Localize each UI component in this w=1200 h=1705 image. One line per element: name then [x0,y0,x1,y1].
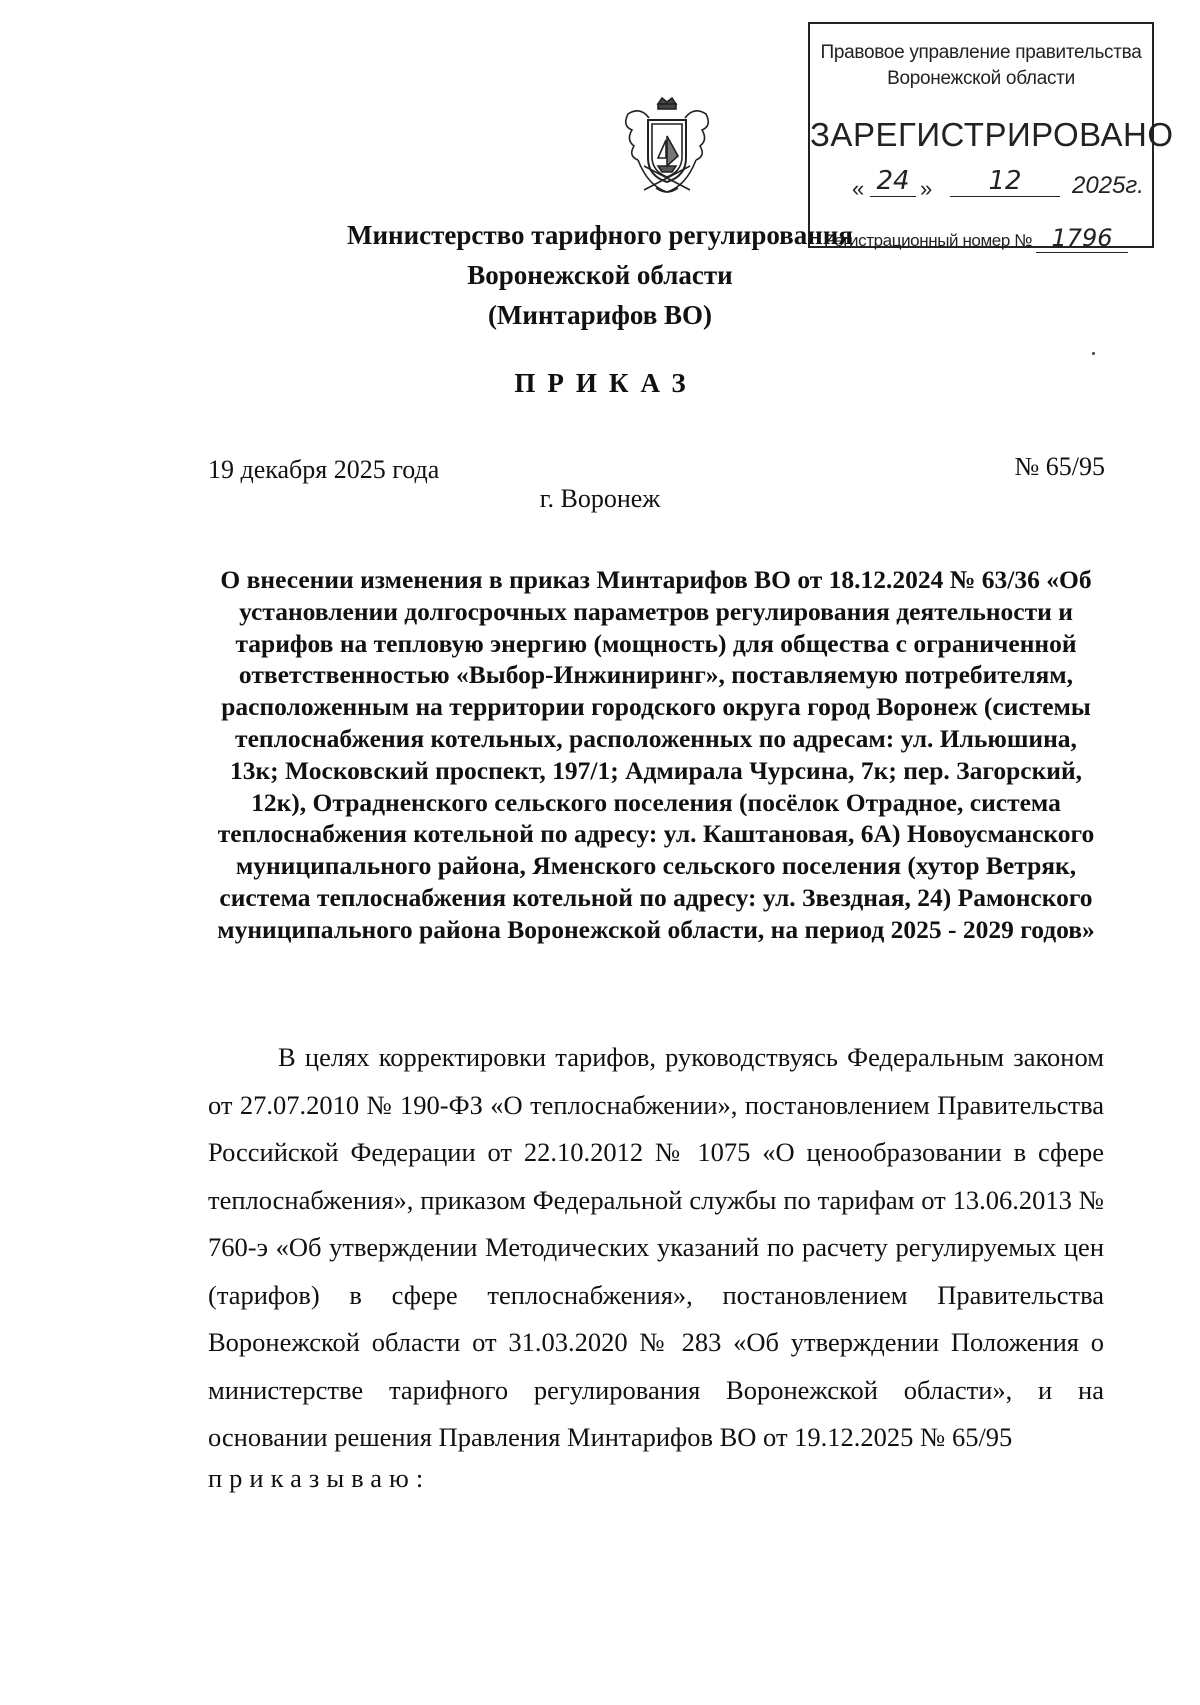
stamp-department-line1: Правовое управление правительства [820,42,1142,63]
stamp-quote-close: » [920,176,933,201]
stamp-date [840,166,1144,206]
order-date: 19 декабря 2025 года [208,455,440,484]
registration-stamp [808,22,1174,252]
stamp-year: 2025г. [1072,172,1144,199]
order-city: г. Воронеж [539,484,661,513]
order-title: ПРИКАЗ [514,368,698,398]
order-preamble: В целях корректировки тарифов, руководствуясь Федеральным законом от 27.07.2010 № 190-ФЗ «О теплоснабжении», постановлением Правительства Российской Федерации от 22.10.2012 № 1075 «О ценообразовании в сфере теплоснабжения», приказом Федеральной службы по тарифам от 13.06.2013 № 760-э «Об утверждении Методических указаний по расчету регулируемых цен (тарифов) в сфере теплоснабжения», постановлением Правительства Воронежской области от 31.03.2020 № 283 «Об утверждении Положения о министерстве тарифного регулирования Воронежской области», и на основании решения Правления Минтарифов ВО от 19.12.2025 № 65/95 [208,1042,1104,1452]
ministry-short-name: (Минтарифов ВО) [487,300,713,330]
ministry-name: Министерство тарифного регулирования [347,220,853,250]
scan-speck [1092,352,1095,355]
stamp-quote-open: « [852,176,865,201]
stamp-reg-label: Регистрационный номер № [824,231,1033,250]
stamp-reg-number: 1796 [1036,224,1128,253]
order-subject: О внесении изменения в приказ Минтарифов ВО от 18.12.2024 № 63/36 «Об установлении долгосрочных параметров регулирования деятельности и тарифов на тепловую энергию (мощность) для общества с ограниченной ответственностью «Выбор-Инжиниринг», поставляемую потребителям, расположенным на территории городского округа город Воронеж (системы теплоснабжения котельных, расположенных по адресам: ул. Ильюшина, 13к; Московский проспект, 197/1; Адмирала Чурсина, 7к; пер. Загорский, 12к), Отрадненского сельского поселения (посёлок Отрадное, система теплоснабжения котельной по адресу: ул. Каштановая, 6А) Новоусманского муниципального района, Яменского сельского поселения (хутор Ветряк, система теплоснабжения котельной по адресу: ул. Звездная, 24) Рамонского муниципального района Воронежской области, на период 2025 - 2029 годов» [217,565,1095,944]
stamp-day: 24 [870,166,916,197]
order-number: № 65/95 [1014,452,1105,481]
decree-word: приказываю: [208,1463,431,1493]
coat-of-arms-icon [618,96,716,200]
stamp-month: 12 [950,166,1060,197]
stamp-registered-label: ЗАРЕГИСТРИРОВАНО [810,116,1174,153]
ministry-region: Воронежской области [467,260,733,290]
stamp-department-line2: Воронежской области [887,68,1075,89]
